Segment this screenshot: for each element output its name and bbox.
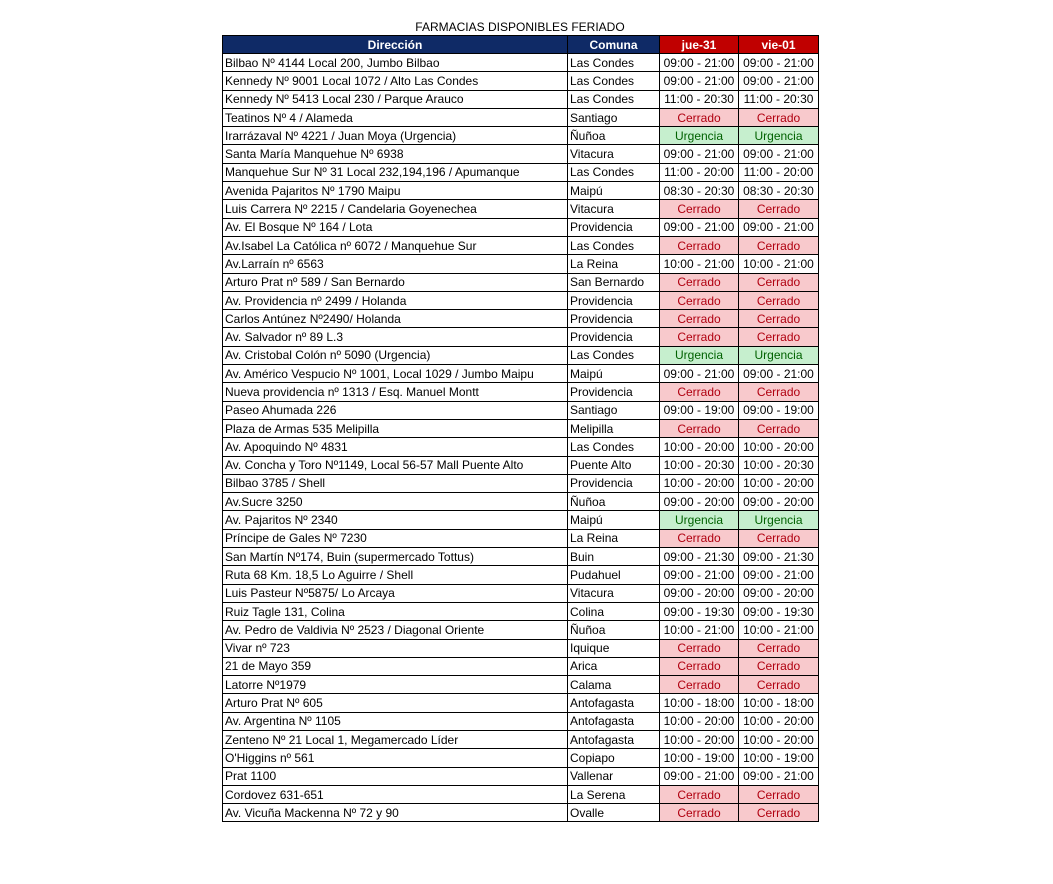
address-cell: Av. Apoquindo Nº 4831	[223, 438, 568, 456]
table-row	[223, 182, 819, 200]
day-2-hours-cell: 09:00 - 20:00	[739, 584, 819, 602]
table-row	[223, 767, 819, 785]
day-1-hours-cell: 09:00 - 21:00	[660, 54, 739, 72]
day-2-hours-cell: Cerrado	[739, 236, 819, 254]
comuna-cell: Las Condes	[568, 236, 660, 254]
day-1-hours-cell: 10:00 - 20:30	[660, 456, 739, 474]
comuna-cell: Providencia	[568, 310, 660, 328]
day-1-hours-cell: 09:00 - 21:00	[660, 72, 739, 90]
address-cell: Ruta 68 Km. 18,5 Lo Aguirre / Shell	[223, 566, 568, 584]
table-row	[223, 236, 819, 254]
day-2-hours-cell: Cerrado	[739, 310, 819, 328]
comuna-cell: Ñuñoa	[568, 621, 660, 639]
address-cell: Prat 1100	[223, 767, 568, 785]
day-1-hours-cell: 09:00 - 21:00	[660, 145, 739, 163]
table-row	[223, 328, 819, 346]
comuna-cell: Vitacura	[568, 200, 660, 218]
day-2-hours-cell: 09:00 - 19:30	[739, 602, 819, 620]
table-row	[223, 291, 819, 309]
day-2-hours-cell: Urgencia	[739, 346, 819, 364]
comuna-cell: San Bernardo	[568, 273, 660, 291]
comuna-cell: Pudahuel	[568, 566, 660, 584]
table-row	[223, 749, 819, 767]
table-row	[223, 72, 819, 90]
table-row	[223, 255, 819, 273]
table-row	[223, 676, 819, 694]
day-2-hours-cell: 09:00 - 21:00	[739, 54, 819, 72]
comuna-cell: Calama	[568, 676, 660, 694]
day-2-hours-cell: Cerrado	[739, 383, 819, 401]
address-cell: Paseo Ahumada 226	[223, 401, 568, 419]
comuna-cell: Arica	[568, 657, 660, 675]
address-cell: Av. Salvador nº 89 L.3	[223, 328, 568, 346]
day-2-hours-cell: 09:00 - 21:00	[739, 145, 819, 163]
address-cell: Plaza de Armas 535 Melipilla	[223, 419, 568, 437]
table-row	[223, 730, 819, 748]
day-2-hours-cell: 10:00 - 18:00	[739, 694, 819, 712]
day-1-hours-cell: 09:00 - 21:30	[660, 548, 739, 566]
day-1-hours-cell: 08:30 - 20:30	[660, 182, 739, 200]
comuna-cell: Santiago	[568, 401, 660, 419]
comuna-cell: La Reina	[568, 255, 660, 273]
comuna-cell: La Serena	[568, 785, 660, 803]
address-cell: Príncipe de Gales Nº 7230	[223, 529, 568, 547]
address-cell: Avenida Pajaritos Nº 1790 Maipu	[223, 182, 568, 200]
comuna-cell: Providencia	[568, 291, 660, 309]
address-cell: Av. Argentina Nº 1105	[223, 712, 568, 730]
table-row	[223, 657, 819, 675]
column-header-day-2: vie-01	[739, 36, 819, 54]
table-row	[223, 218, 819, 236]
address-cell: Arturo Prat nº 589 / San Bernardo	[223, 273, 568, 291]
day-2-hours-cell: Cerrado	[739, 785, 819, 803]
comuna-cell: Vitacura	[568, 145, 660, 163]
day-1-hours-cell: Cerrado	[660, 529, 739, 547]
day-1-hours-cell: 10:00 - 21:00	[660, 255, 739, 273]
day-1-hours-cell: 10:00 - 20:00	[660, 730, 739, 748]
address-cell: Av. Providencia nº 2499 / Holanda	[223, 291, 568, 309]
comuna-cell: Las Condes	[568, 72, 660, 90]
day-1-hours-cell: Cerrado	[660, 291, 739, 309]
day-1-hours-cell: 10:00 - 18:00	[660, 694, 739, 712]
page-title: FARMACIAS DISPONIBLES FERIADO	[415, 20, 625, 34]
table-row	[223, 145, 819, 163]
table-row	[223, 127, 819, 145]
address-cell: Zenteno Nº 21 Local 1, Megamercado Líder	[223, 730, 568, 748]
table-row	[223, 712, 819, 730]
table-row	[223, 584, 819, 602]
day-1-hours-cell: Cerrado	[660, 676, 739, 694]
day-1-hours-cell: Urgencia	[660, 511, 739, 529]
table-row	[223, 108, 819, 126]
comuna-cell: Providencia	[568, 218, 660, 236]
day-1-hours-cell: Cerrado	[660, 328, 739, 346]
table-row	[223, 200, 819, 218]
day-2-hours-cell: 10:00 - 20:00	[739, 438, 819, 456]
day-2-hours-cell: Cerrado	[739, 639, 819, 657]
table-row	[223, 602, 819, 620]
address-cell: Kennedy Nº 9001 Local 1072 / Alto Las Condes	[223, 72, 568, 90]
day-1-hours-cell: Urgencia	[660, 346, 739, 364]
day-1-hours-cell: 10:00 - 20:00	[660, 438, 739, 456]
comuna-cell: Santiago	[568, 108, 660, 126]
table-row	[223, 346, 819, 364]
day-2-hours-cell: 10:00 - 21:00	[739, 255, 819, 273]
address-cell: Arturo Prat Nº 605	[223, 694, 568, 712]
table-row	[223, 383, 819, 401]
address-cell: Av.Sucre 3250	[223, 493, 568, 511]
comuna-cell: Copiapo	[568, 749, 660, 767]
table-row	[223, 621, 819, 639]
day-1-hours-cell: 09:00 - 21:00	[660, 365, 739, 383]
comuna-cell: Maipú	[568, 182, 660, 200]
day-2-hours-cell: 10:00 - 20:00	[739, 474, 819, 492]
day-2-hours-cell: Cerrado	[739, 328, 819, 346]
day-1-hours-cell: Cerrado	[660, 804, 739, 822]
day-1-hours-cell: 09:00 - 21:00	[660, 767, 739, 785]
address-cell: Manquehue Sur Nº 31 Local 232,194,196 / Apumanque	[223, 163, 568, 181]
address-cell: San Martín Nº174, Buin (supermercado Tottus)	[223, 548, 568, 566]
day-2-hours-cell: 09:00 - 21:00	[739, 72, 819, 90]
day-2-hours-cell: 11:00 - 20:00	[739, 163, 819, 181]
day-2-hours-cell: Urgencia	[739, 127, 819, 145]
day-1-hours-cell: 09:00 - 19:00	[660, 401, 739, 419]
comuna-cell: Las Condes	[568, 438, 660, 456]
table-body	[223, 54, 819, 822]
table-row	[223, 493, 819, 511]
table-row	[223, 401, 819, 419]
table-row	[223, 273, 819, 291]
day-1-hours-cell: 10:00 - 19:00	[660, 749, 739, 767]
address-cell: Latorre Nº1979	[223, 676, 568, 694]
address-cell: Av. Américo Vespucio Nº 1001, Local 1029 / Jumbo Maipu	[223, 365, 568, 383]
day-2-hours-cell: Cerrado	[739, 419, 819, 437]
comuna-cell: Vitacura	[568, 584, 660, 602]
comuna-cell: Vallenar	[568, 767, 660, 785]
day-1-hours-cell: Cerrado	[660, 657, 739, 675]
comuna-cell: Antofagasta	[568, 694, 660, 712]
table-row	[223, 163, 819, 181]
comuna-cell: Las Condes	[568, 54, 660, 72]
day-1-hours-cell: 09:00 - 20:00	[660, 584, 739, 602]
day-2-hours-cell: Urgencia	[739, 511, 819, 529]
comuna-cell: Puente Alto	[568, 456, 660, 474]
day-1-hours-cell: Cerrado	[660, 236, 739, 254]
comuna-cell: Buin	[568, 548, 660, 566]
day-1-hours-cell: Cerrado	[660, 273, 739, 291]
table-row	[223, 694, 819, 712]
day-1-hours-cell: Cerrado	[660, 383, 739, 401]
address-cell: 21 de Mayo 359	[223, 657, 568, 675]
address-cell: Ruiz Tagle 131, Colina	[223, 602, 568, 620]
day-1-hours-cell: Cerrado	[660, 419, 739, 437]
comuna-cell: Ñuñoa	[568, 493, 660, 511]
address-cell: Luis Carrera Nº 2215 / Candelaria Goyenechea	[223, 200, 568, 218]
day-1-hours-cell: Cerrado	[660, 200, 739, 218]
day-2-hours-cell: Cerrado	[739, 676, 819, 694]
address-cell: Nueva providencia nº 1313 / Esq. Manuel Montt	[223, 383, 568, 401]
day-2-hours-cell: Cerrado	[739, 108, 819, 126]
comuna-cell: Providencia	[568, 474, 660, 492]
column-header-day-1: jue-31	[660, 36, 739, 54]
comuna-cell: Providencia	[568, 328, 660, 346]
address-cell: Av. Cristobal Colón nº 5090 (Urgencia)	[223, 346, 568, 364]
comuna-cell: Maipú	[568, 365, 660, 383]
table-row	[223, 90, 819, 108]
day-2-hours-cell: 09:00 - 21:00	[739, 566, 819, 584]
address-cell: Bilbao Nº 4144 Local 200, Jumbo Bilbao	[223, 54, 568, 72]
address-cell: Av.Larraín nº 6563	[223, 255, 568, 273]
table-row	[223, 566, 819, 584]
column-header-comuna: Comuna	[568, 36, 660, 54]
table-row	[223, 310, 819, 328]
address-cell: Av. Pedro de Valdivia Nº 2523 / Diagonal Oriente	[223, 621, 568, 639]
address-cell: Luis Pasteur Nº5875/ Lo Arcaya	[223, 584, 568, 602]
day-2-hours-cell: 09:00 - 21:00	[739, 767, 819, 785]
table-row	[223, 511, 819, 529]
day-2-hours-cell: Cerrado	[739, 291, 819, 309]
address-cell: Av. Pajaritos Nº 2340	[223, 511, 568, 529]
address-cell: Vivar nº 723	[223, 639, 568, 657]
comuna-cell: Las Condes	[568, 90, 660, 108]
day-2-hours-cell: 11:00 - 20:30	[739, 90, 819, 108]
day-1-hours-cell: 09:00 - 19:30	[660, 602, 739, 620]
address-cell: Av. Concha y Toro Nº1149, Local 56-57 Mall Puente Alto	[223, 456, 568, 474]
table-row	[223, 438, 819, 456]
day-2-hours-cell: 08:30 - 20:30	[739, 182, 819, 200]
table-row	[223, 785, 819, 803]
day-2-hours-cell: 09:00 - 20:00	[739, 493, 819, 511]
comuna-cell: Ñuñoa	[568, 127, 660, 145]
day-2-hours-cell: Cerrado	[739, 529, 819, 547]
address-cell: Carlos Antúnez Nº2490/ Holanda	[223, 310, 568, 328]
table-row	[223, 365, 819, 383]
comuna-cell: Las Condes	[568, 163, 660, 181]
day-1-hours-cell: Cerrado	[660, 108, 739, 126]
address-cell: Teatinos Nº 4 / Alameda	[223, 108, 568, 126]
day-2-hours-cell: 09:00 - 21:30	[739, 548, 819, 566]
day-2-hours-cell: 10:00 - 19:00	[739, 749, 819, 767]
address-cell: Av. El Bosque Nº 164 / Lota	[223, 218, 568, 236]
address-cell: Av.Isabel La Católica nº 6072 / Manquehue Sur	[223, 236, 568, 254]
address-cell: Bilbao 3785 / Shell	[223, 474, 568, 492]
day-2-hours-cell: 09:00 - 21:00	[739, 365, 819, 383]
address-cell: Av. Vicuña Mackenna Nº 72 y 90	[223, 804, 568, 822]
day-1-hours-cell: Cerrado	[660, 785, 739, 803]
day-1-hours-cell: Cerrado	[660, 639, 739, 657]
comuna-cell: Antofagasta	[568, 730, 660, 748]
table-row	[223, 456, 819, 474]
day-1-hours-cell: 09:00 - 20:00	[660, 493, 739, 511]
day-2-hours-cell: Cerrado	[739, 273, 819, 291]
day-1-hours-cell: 11:00 - 20:00	[660, 163, 739, 181]
day-1-hours-cell: Urgencia	[660, 127, 739, 145]
day-1-hours-cell: 11:00 - 20:30	[660, 90, 739, 108]
day-1-hours-cell: 09:00 - 21:00	[660, 218, 739, 236]
comuna-cell: La Reina	[568, 529, 660, 547]
day-1-hours-cell: 10:00 - 21:00	[660, 621, 739, 639]
address-cell: Cordovez 631-651	[223, 785, 568, 803]
table-row	[223, 639, 819, 657]
table-row	[223, 474, 819, 492]
day-1-hours-cell: Cerrado	[660, 310, 739, 328]
comuna-cell: Melipilla	[568, 419, 660, 437]
day-2-hours-cell: Cerrado	[739, 657, 819, 675]
day-2-hours-cell: Cerrado	[739, 804, 819, 822]
table-row	[223, 419, 819, 437]
day-1-hours-cell: 10:00 - 20:00	[660, 712, 739, 730]
day-2-hours-cell: 09:00 - 21:00	[739, 218, 819, 236]
address-cell: Kennedy Nº 5413 Local 230 / Parque Arauco	[223, 90, 568, 108]
table-row	[223, 529, 819, 547]
day-2-hours-cell: 10:00 - 20:00	[739, 712, 819, 730]
column-header-direccion: Dirección	[223, 36, 568, 54]
table-row	[223, 804, 819, 822]
day-2-hours-cell: Cerrado	[739, 200, 819, 218]
pharmacy-table	[222, 35, 819, 822]
comuna-cell: Ovalle	[568, 804, 660, 822]
address-cell: O'Higgins nº 561	[223, 749, 568, 767]
day-2-hours-cell: 10:00 - 20:00	[739, 730, 819, 748]
address-cell: Santa María Manquehue Nº 6938	[223, 145, 568, 163]
day-1-hours-cell: 10:00 - 20:00	[660, 474, 739, 492]
comuna-cell: Antofagasta	[568, 712, 660, 730]
table-row	[223, 54, 819, 72]
day-1-hours-cell: 09:00 - 21:00	[660, 566, 739, 584]
comuna-cell: Colina	[568, 602, 660, 620]
table-header-row	[223, 36, 819, 54]
comuna-cell: Providencia	[568, 383, 660, 401]
day-2-hours-cell: 10:00 - 21:00	[739, 621, 819, 639]
table-row	[223, 548, 819, 566]
comuna-cell: Iquique	[568, 639, 660, 657]
day-2-hours-cell: 10:00 - 20:30	[739, 456, 819, 474]
comuna-cell: Las Condes	[568, 346, 660, 364]
day-2-hours-cell: 09:00 - 19:00	[739, 401, 819, 419]
comuna-cell: Maipú	[568, 511, 660, 529]
address-cell: Irarrázaval Nº 4221 / Juan Moya (Urgencia)	[223, 127, 568, 145]
